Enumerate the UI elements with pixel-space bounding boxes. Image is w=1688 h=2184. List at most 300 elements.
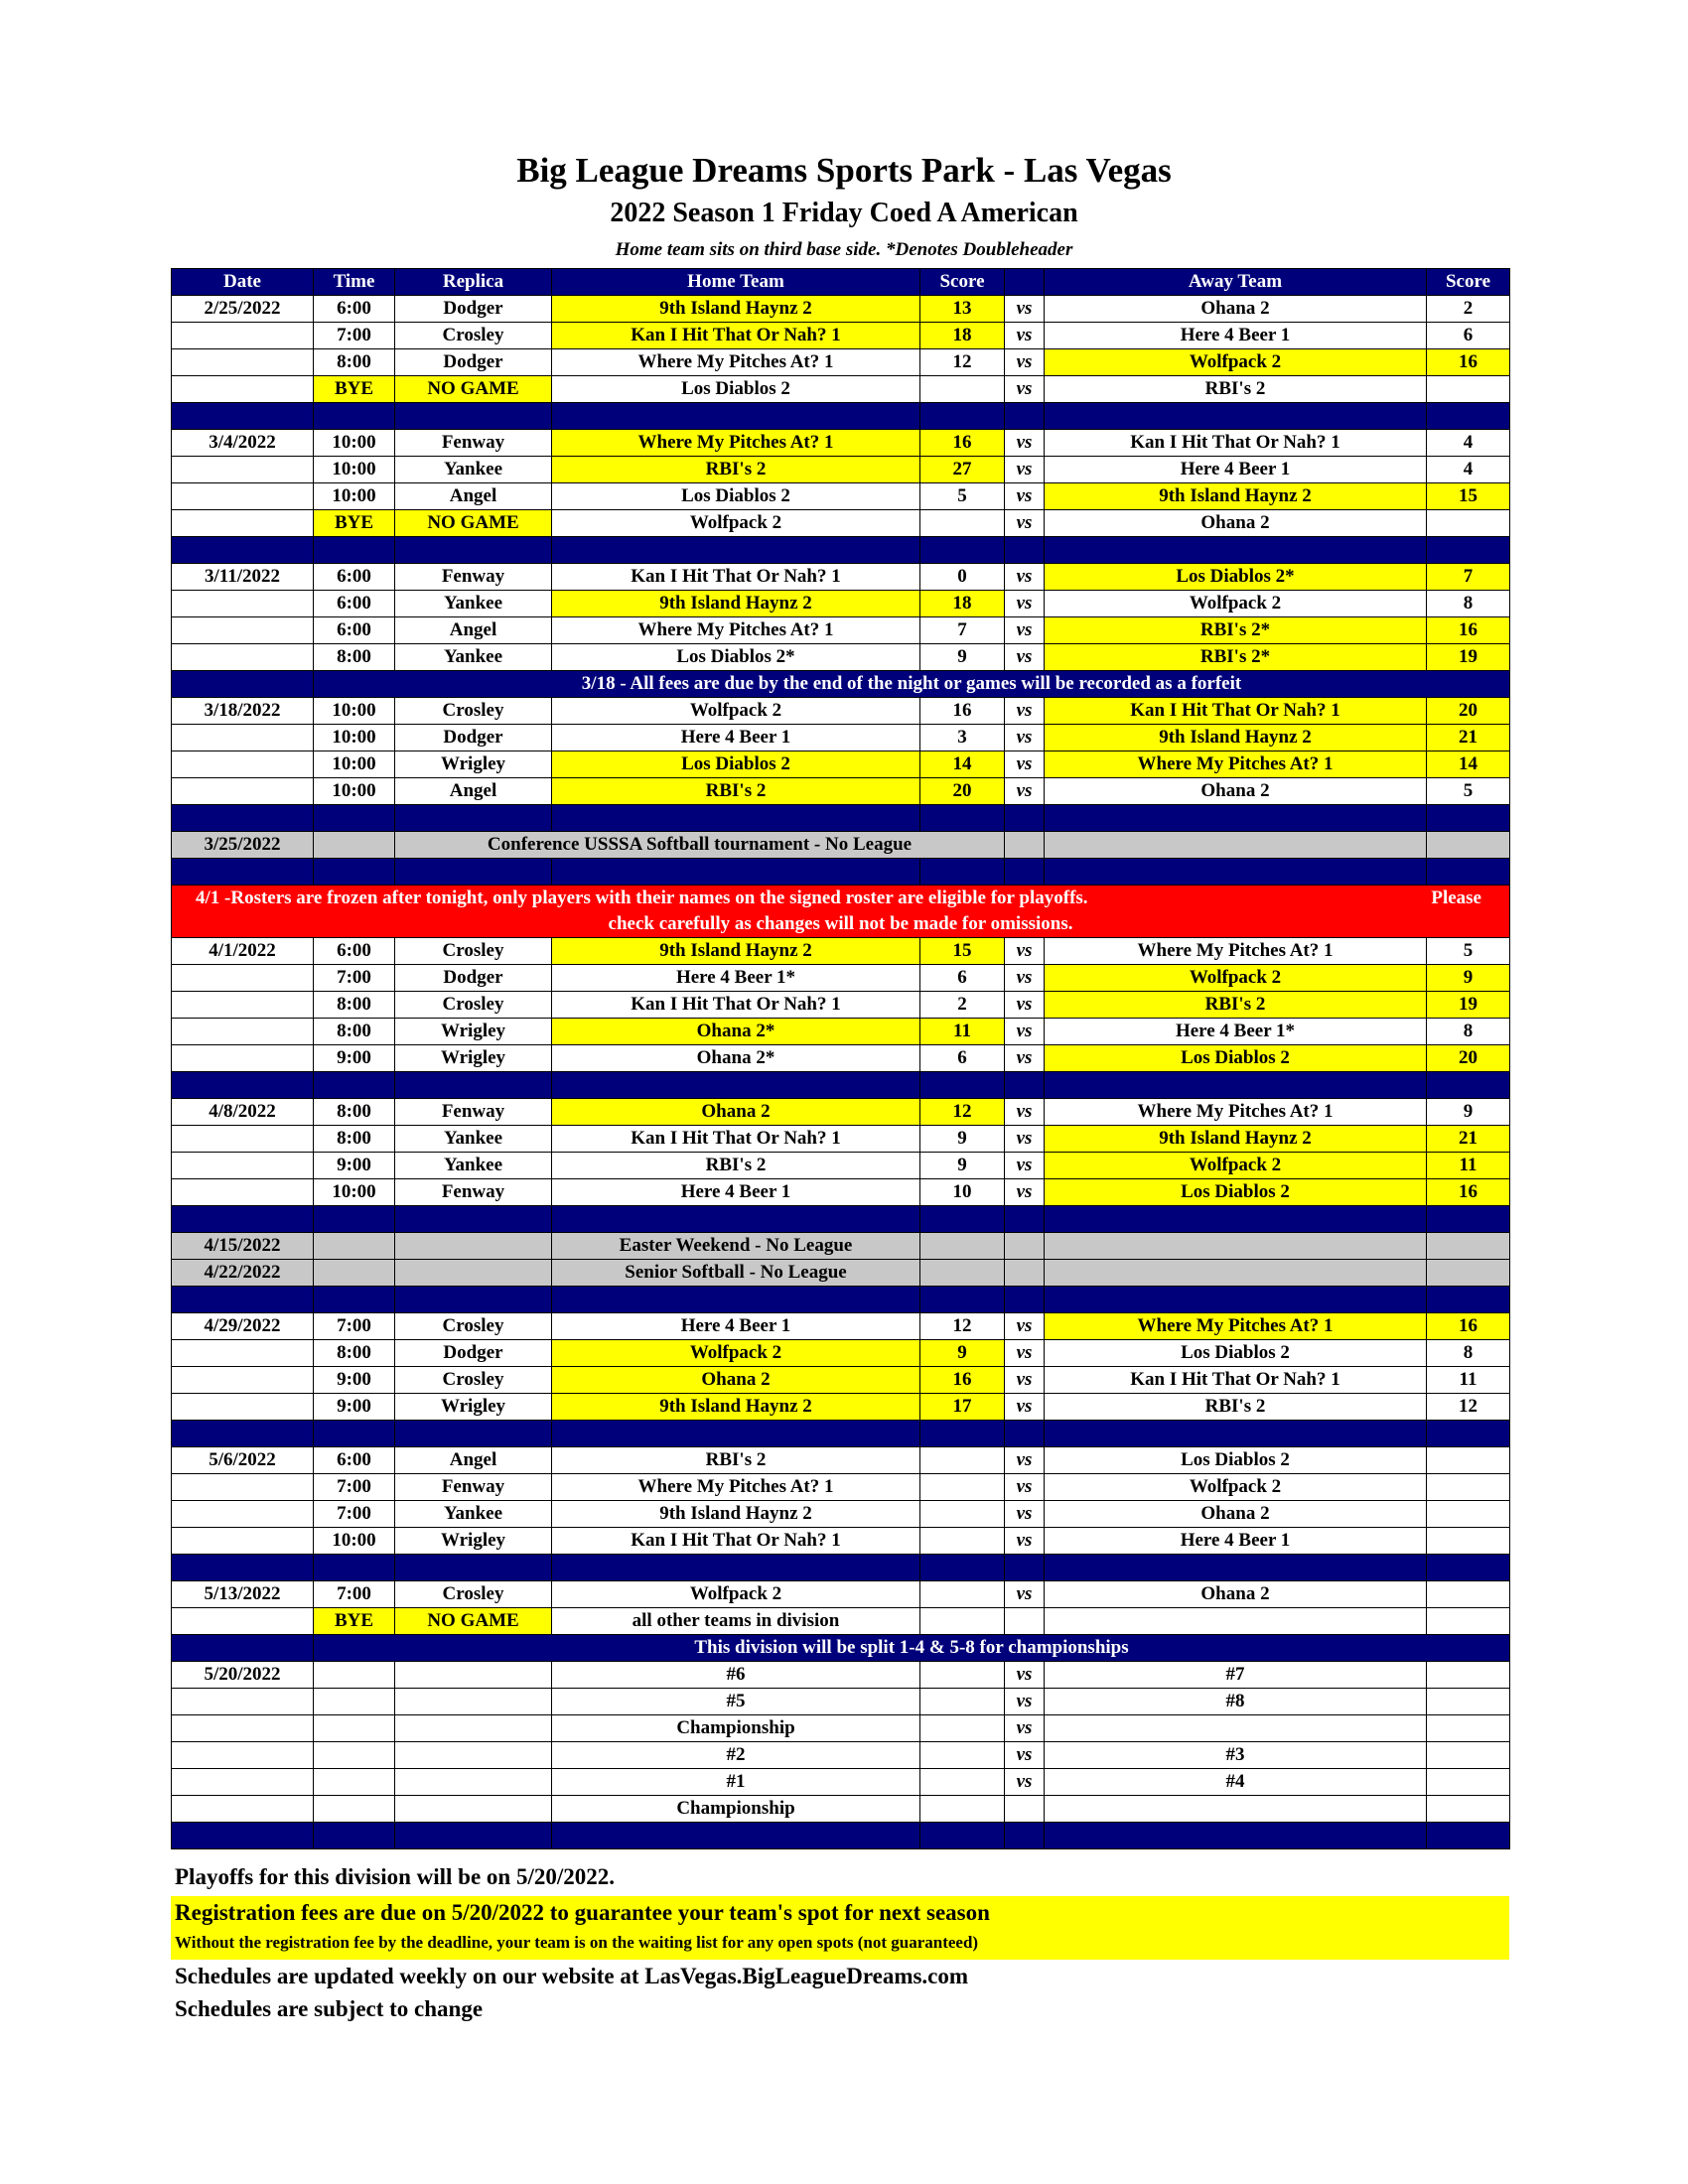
blank-cell	[1005, 1260, 1045, 1287]
spacer-cell	[314, 403, 395, 430]
vs-label: vs	[1005, 992, 1045, 1019]
game-row	[172, 1769, 1510, 1796]
game-date	[172, 778, 314, 805]
spacer-cell	[920, 859, 1005, 886]
game-date	[172, 1179, 314, 1206]
vs-label: vs	[1005, 1769, 1045, 1796]
spacer-row	[172, 403, 1510, 430]
spacer-cell	[1045, 1072, 1427, 1099]
spacer-cell	[395, 1287, 552, 1313]
away-team: #4	[1045, 1769, 1427, 1796]
vs-label: vs	[1005, 644, 1045, 671]
game-date	[172, 1340, 314, 1367]
game-time: 8:00	[314, 1019, 395, 1045]
game-field: Crosley	[395, 1581, 552, 1608]
home-team: #6	[552, 1662, 920, 1689]
home-score: 9	[920, 644, 1005, 671]
notice-row	[172, 671, 1510, 698]
col-away-score: Score	[1427, 269, 1510, 296]
away-score	[1427, 1689, 1510, 1715]
game-field: Wrigley	[395, 751, 552, 778]
game-field: Wrigley	[395, 1528, 552, 1555]
spacer-cell	[1005, 859, 1045, 886]
waiting-list-note: Without the registration fee by the deadline, your team is on the waiting list for any open spots (not guaranteed)	[175, 1933, 979, 1952]
away-team: Wolfpack 2	[1045, 349, 1427, 376]
game-time: 6:00	[314, 296, 395, 323]
game-date	[172, 1367, 314, 1394]
game-row	[172, 1394, 1510, 1421]
game-row	[172, 1662, 1510, 1689]
away-team: Where My Pitches At? 1	[1045, 938, 1427, 965]
away-team: Where My Pitches At? 1	[1045, 1099, 1427, 1126]
home-team: Los Diablos 2*	[552, 644, 920, 671]
away-score: 6	[1427, 323, 1510, 349]
vs-label: vs	[1005, 430, 1045, 457]
home-team: Kan I Hit That Or Nah? 1	[552, 1126, 920, 1153]
game-date: 5/6/2022	[172, 1447, 314, 1474]
home-team: Ohana 2	[552, 1099, 920, 1126]
game-row	[172, 725, 1510, 751]
spacer-cell	[395, 1072, 552, 1099]
spacer-row	[172, 1421, 1510, 1447]
away-score: 2	[1427, 296, 1510, 323]
vs-label: vs	[1005, 1742, 1045, 1769]
spacer-cell	[395, 805, 552, 832]
home-team: #1	[552, 1769, 920, 1796]
home-team: 9th Island Haynz 2	[552, 296, 920, 323]
game-time: 8:00	[314, 992, 395, 1019]
notice-text: 3/18 - All fees are due by the end of the night or games will be recorded as a forfeit	[314, 671, 1510, 698]
spacer-cell	[1045, 1206, 1427, 1233]
spacer-cell	[1427, 537, 1510, 564]
registration-note: Registration fees are due on 5/20/2022 to guarantee your team's spot for next season	[175, 1900, 990, 1925]
away-score	[1427, 1742, 1510, 1769]
home-team: 9th Island Haynz 2	[552, 1501, 920, 1528]
notice-text: This division will be split 1-4 & 5-8 for championships	[314, 1635, 1510, 1662]
game-time: 6:00	[314, 938, 395, 965]
home-team: Wolfpack 2	[552, 510, 920, 537]
away-team: #3	[1045, 1742, 1427, 1769]
spacer-cell	[1005, 1206, 1045, 1233]
away-score	[1427, 1715, 1510, 1742]
roster-alert-row	[172, 886, 1510, 938]
home-team: RBI's 2	[552, 1447, 920, 1474]
game-field	[395, 1769, 552, 1796]
away-team: Where My Pitches At? 1	[1045, 751, 1427, 778]
spacer-cell	[552, 1555, 920, 1581]
vs-label: vs	[1005, 1474, 1045, 1501]
home-score: 9	[920, 1340, 1005, 1367]
game-field: Angel	[395, 483, 552, 510]
away-team: Kan I Hit That Or Nah? 1	[1045, 1367, 1427, 1394]
blank-cell	[314, 1260, 395, 1287]
home-score: 12	[920, 349, 1005, 376]
away-score: 7	[1427, 564, 1510, 591]
away-team: Los Diablos 2*	[1045, 564, 1427, 591]
game-field: Crosley	[395, 1367, 552, 1394]
vs-label: vs	[1005, 376, 1045, 403]
away-score: 19	[1427, 644, 1510, 671]
away-team: Wolfpack 2	[1045, 591, 1427, 617]
spacer-cell	[172, 805, 314, 832]
spacer-cell	[1427, 1555, 1510, 1581]
spacer-cell	[172, 1823, 314, 1849]
home-team: Where My Pitches At? 1	[552, 349, 920, 376]
home-team: Here 4 Beer 1	[552, 1179, 920, 1206]
home-score: 15	[920, 938, 1005, 965]
game-date	[172, 457, 314, 483]
game-field: Fenway	[395, 1474, 552, 1501]
away-score: 9	[1427, 1099, 1510, 1126]
away-team: Ohana 2	[1045, 510, 1427, 537]
spacer-cell	[1427, 1287, 1510, 1313]
no-league-row	[172, 832, 1510, 859]
home-score: 6	[920, 965, 1005, 992]
vs-label: vs	[1005, 778, 1045, 805]
game-time	[314, 1689, 395, 1715]
spacer-cell	[314, 1072, 395, 1099]
spacer-cell	[1005, 1421, 1045, 1447]
spacer-cell	[395, 1206, 552, 1233]
spacer-cell	[920, 805, 1005, 832]
no-league-text: Easter Weekend - No League	[552, 1233, 920, 1260]
no-league-text: Conference USSSA Softball tournament - No League	[395, 832, 1005, 859]
home-score: 14	[920, 751, 1005, 778]
away-score: 8	[1427, 591, 1510, 617]
game-row	[172, 644, 1510, 671]
away-score	[1427, 510, 1510, 537]
game-row	[172, 965, 1510, 992]
home-score	[920, 1796, 1005, 1823]
blank-cell	[1427, 1233, 1510, 1260]
game-date	[172, 1608, 314, 1635]
vs-label: vs	[1005, 457, 1045, 483]
game-field: Yankee	[395, 1501, 552, 1528]
col-home-team: Home Team	[552, 269, 920, 296]
roster-alert	[172, 886, 1510, 938]
spacer-cell	[1427, 1823, 1510, 1849]
game-row	[172, 510, 1510, 537]
game-field: Fenway	[395, 564, 552, 591]
home-score: 9	[920, 1126, 1005, 1153]
vs-label: vs	[1005, 1447, 1045, 1474]
game-time: BYE	[314, 1608, 395, 1635]
home-score	[920, 1742, 1005, 1769]
spacer-cell	[1427, 1072, 1510, 1099]
game-row	[172, 1313, 1510, 1340]
game-date: 2/25/2022	[172, 296, 314, 323]
vs-label: vs	[1005, 1581, 1045, 1608]
away-team: Kan I Hit That Or Nah? 1	[1045, 698, 1427, 725]
spacer-cell	[395, 1421, 552, 1447]
spacer-cell	[172, 1206, 314, 1233]
spacer-cell	[920, 1072, 1005, 1099]
home-team: Los Diablos 2	[552, 751, 920, 778]
away-score: 21	[1427, 1126, 1510, 1153]
game-date: 4/15/2022	[172, 1233, 314, 1260]
spacer-cell	[1045, 403, 1427, 430]
home-score: 13	[920, 296, 1005, 323]
away-team: Los Diablos 2	[1045, 1179, 1427, 1206]
away-score: 5	[1427, 778, 1510, 805]
home-team: Kan I Hit That Or Nah? 1	[552, 992, 920, 1019]
game-time: 10:00	[314, 430, 395, 457]
blank-cell	[920, 1260, 1005, 1287]
blank-cell	[1045, 1260, 1427, 1287]
home-score	[920, 1474, 1005, 1501]
away-score	[1427, 1581, 1510, 1608]
home-score: 16	[920, 430, 1005, 457]
game-time: 10:00	[314, 751, 395, 778]
spacer-row	[172, 1287, 1510, 1313]
away-team	[1045, 1715, 1427, 1742]
roster-alert-text: 4/1 -Rosters are frozen after tonight, only players with their names on the signed roster are eligible for playoffs.	[196, 887, 1088, 908]
spacer-cell	[920, 403, 1005, 430]
spacer-row	[172, 1823, 1510, 1849]
game-field	[395, 1742, 552, 1769]
spacer-cell	[172, 1287, 314, 1313]
home-score: 7	[920, 617, 1005, 644]
game-date	[172, 617, 314, 644]
game-row	[172, 698, 1510, 725]
home-team: 9th Island Haynz 2	[552, 938, 920, 965]
vs-label: vs	[1005, 1019, 1045, 1045]
spacer-cell	[395, 537, 552, 564]
home-team: Where My Pitches At? 1	[552, 1474, 920, 1501]
spacer-cell	[314, 537, 395, 564]
header-row	[172, 269, 1510, 296]
vs-label: vs	[1005, 751, 1045, 778]
away-score	[1427, 376, 1510, 403]
away-score: 9	[1427, 965, 1510, 992]
change-note: Schedules are subject to change	[175, 1996, 484, 2021]
game-field: Angel	[395, 617, 552, 644]
game-date	[172, 1528, 314, 1555]
game-date	[172, 1019, 314, 1045]
game-date	[172, 1045, 314, 1072]
game-time	[314, 1715, 395, 1742]
vs-label: vs	[1005, 725, 1045, 751]
home-score: 18	[920, 323, 1005, 349]
spacer-cell	[552, 1072, 920, 1099]
home-score: 20	[920, 778, 1005, 805]
game-row	[172, 1367, 1510, 1394]
game-field: Angel	[395, 1447, 552, 1474]
game-row	[172, 376, 1510, 403]
page-subtitle: 2022 Season 1 Friday Coed A American	[610, 198, 1078, 228]
col-vs	[1005, 269, 1045, 296]
blank-cell	[314, 832, 395, 859]
home-team: Kan I Hit That Or Nah? 1	[552, 564, 920, 591]
home-score: 5	[920, 483, 1005, 510]
game-time: 10:00	[314, 1528, 395, 1555]
away-score	[1427, 1796, 1510, 1823]
vs-label: vs	[1005, 483, 1045, 510]
spacer-row	[172, 1072, 1510, 1099]
game-row	[172, 1340, 1510, 1367]
away-team: RBI's 2*	[1045, 644, 1427, 671]
game-date: 3/4/2022	[172, 430, 314, 457]
away-team: RBI's 2	[1045, 376, 1427, 403]
vs-label	[1005, 1796, 1045, 1823]
home-team: 9th Island Haynz 2	[552, 1394, 920, 1421]
game-field: Dodger	[395, 349, 552, 376]
home-score: 10	[920, 1179, 1005, 1206]
away-team: Ohana 2	[1045, 1501, 1427, 1528]
blank-cell	[395, 1233, 552, 1260]
spacer-cell	[1427, 1206, 1510, 1233]
game-date	[172, 644, 314, 671]
home-score	[920, 1662, 1005, 1689]
game-time: 8:00	[314, 1099, 395, 1126]
spacer-cell	[395, 1555, 552, 1581]
away-score: 4	[1427, 430, 1510, 457]
game-time: 10:00	[314, 457, 395, 483]
home-team: Los Diablos 2	[552, 376, 920, 403]
blank-cell	[314, 1233, 395, 1260]
game-time: 6:00	[314, 1447, 395, 1474]
game-field: Crosley	[395, 323, 552, 349]
vs-label: vs	[1005, 1340, 1045, 1367]
spacer-row	[172, 537, 1510, 564]
spacer-cell	[920, 1823, 1005, 1849]
home-team: RBI's 2	[552, 457, 920, 483]
blank-cell	[395, 1260, 552, 1287]
home-team: all other teams in division	[552, 1608, 920, 1635]
away-team: RBI's 2	[1045, 1394, 1427, 1421]
spacer-cell	[552, 805, 920, 832]
game-date	[172, 376, 314, 403]
game-date	[172, 1126, 314, 1153]
away-team: 9th Island Haynz 2	[1045, 483, 1427, 510]
away-team: 9th Island Haynz 2	[1045, 1126, 1427, 1153]
away-score: 19	[1427, 992, 1510, 1019]
game-row	[172, 938, 1510, 965]
notice-blank	[172, 671, 314, 698]
vs-label: vs	[1005, 938, 1045, 965]
spacer-cell	[1427, 403, 1510, 430]
game-field: Dodger	[395, 296, 552, 323]
blank-cell	[1005, 1233, 1045, 1260]
home-score	[920, 1528, 1005, 1555]
home-score: 16	[920, 1367, 1005, 1394]
game-date	[172, 1501, 314, 1528]
game-time: 8:00	[314, 644, 395, 671]
home-score: 6	[920, 1045, 1005, 1072]
game-row	[172, 1126, 1510, 1153]
away-team: Ohana 2	[1045, 778, 1427, 805]
vs-label: vs	[1005, 349, 1045, 376]
home-score: 12	[920, 1313, 1005, 1340]
away-score: 16	[1427, 1179, 1510, 1206]
spacer-cell	[395, 859, 552, 886]
spacer-cell	[920, 1555, 1005, 1581]
away-score: 14	[1427, 751, 1510, 778]
vs-label	[1005, 1608, 1045, 1635]
vs-label: vs	[1005, 1313, 1045, 1340]
game-date	[172, 1689, 314, 1715]
col-replica: Replica	[395, 269, 552, 296]
no-league-row	[172, 1233, 1510, 1260]
game-date: 5/13/2022	[172, 1581, 314, 1608]
away-score	[1427, 1447, 1510, 1474]
spacer-row	[172, 805, 1510, 832]
game-time	[314, 1769, 395, 1796]
col-away-team: Away Team	[1045, 269, 1427, 296]
home-score	[920, 1769, 1005, 1796]
home-score	[920, 1689, 1005, 1715]
home-team: Ohana 2*	[552, 1019, 920, 1045]
game-date: 5/20/2022	[172, 1662, 314, 1689]
game-field	[395, 1715, 552, 1742]
game-time: 9:00	[314, 1153, 395, 1179]
away-team: Kan I Hit That Or Nah? 1	[1045, 430, 1427, 457]
game-time: 6:00	[314, 591, 395, 617]
vs-label: vs	[1005, 1099, 1045, 1126]
playoffs-note: Playoffs for this division will be on 5/20/2022.	[175, 1864, 616, 1889]
game-date: 4/29/2022	[172, 1313, 314, 1340]
away-score: 8	[1427, 1340, 1510, 1367]
spacer-cell	[1045, 1823, 1427, 1849]
game-time: 10:00	[314, 483, 395, 510]
home-team: Where My Pitches At? 1	[552, 430, 920, 457]
spacer-cell	[1005, 1072, 1045, 1099]
away-score: 15	[1427, 483, 1510, 510]
game-time: 9:00	[314, 1367, 395, 1394]
spacer-cell	[1005, 805, 1045, 832]
game-date	[172, 992, 314, 1019]
game-field: Dodger	[395, 725, 552, 751]
away-team	[1045, 1608, 1427, 1635]
spacer-cell	[1045, 805, 1427, 832]
home-team: Kan I Hit That Or Nah? 1	[552, 323, 920, 349]
game-time	[314, 1796, 395, 1823]
spacer-cell	[1427, 1421, 1510, 1447]
game-row	[172, 1447, 1510, 1474]
spacer-cell	[314, 1555, 395, 1581]
game-field: Wrigley	[395, 1019, 552, 1045]
game-field: NO GAME	[395, 376, 552, 403]
home-score	[920, 1715, 1005, 1742]
game-row	[172, 1019, 1510, 1045]
website-note: Schedules are updated weekly on our website at LasVegas.BigLeagueDreams.com	[175, 1964, 969, 1988]
spacer-cell	[920, 1206, 1005, 1233]
home-score	[920, 1447, 1005, 1474]
game-field: Yankee	[395, 644, 552, 671]
away-team: Wolfpack 2	[1045, 965, 1427, 992]
game-row	[172, 564, 1510, 591]
game-time: 7:00	[314, 1313, 395, 1340]
away-score: 8	[1427, 1019, 1510, 1045]
home-team: RBI's 2	[552, 1153, 920, 1179]
away-score: 12	[1427, 1394, 1510, 1421]
away-team: #8	[1045, 1689, 1427, 1715]
game-time: 10:00	[314, 778, 395, 805]
game-date	[172, 1742, 314, 1769]
game-date	[172, 1769, 314, 1796]
home-team: Wolfpack 2	[552, 698, 920, 725]
spacer-row	[172, 859, 1510, 886]
no-league-text: Senior Softball - No League	[552, 1260, 920, 1287]
vs-label: vs	[1005, 1715, 1045, 1742]
home-score	[920, 1581, 1005, 1608]
game-row	[172, 992, 1510, 1019]
spacer-cell	[552, 1823, 920, 1849]
away-score	[1427, 1528, 1510, 1555]
game-row	[172, 1528, 1510, 1555]
home-team: Where My Pitches At? 1	[552, 617, 920, 644]
away-team: 9th Island Haynz 2	[1045, 725, 1427, 751]
